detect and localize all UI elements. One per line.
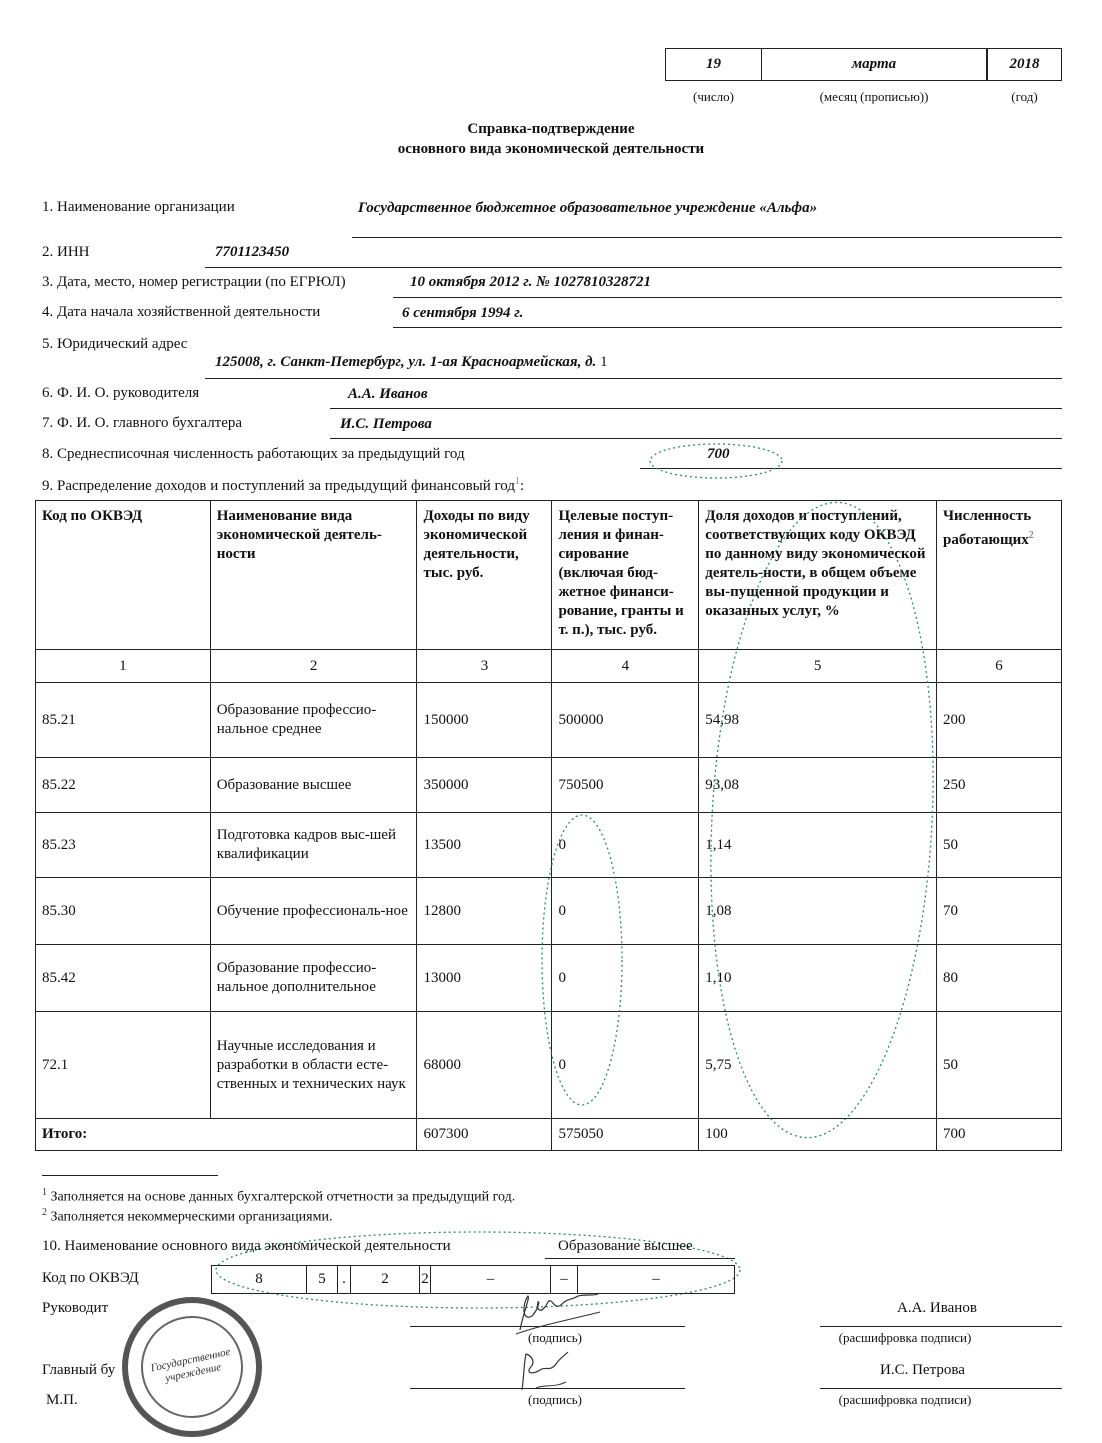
total-staff: 700 xyxy=(937,1119,1062,1151)
footnote-1 xyxy=(42,1187,515,1206)
row-name: Образование профессио-нальное среднее xyxy=(210,683,417,758)
row-target: 0 xyxy=(552,945,699,1012)
header-share: Доля доходов и поступлений, соответствующих коду ОКВЭД по данному виду экономической деятель-ности, в общем объеме вы-пущенной продукции и оказанных услуг, % xyxy=(699,501,937,650)
total-target: 575050 xyxy=(552,1119,699,1151)
row-staff: 200 xyxy=(937,683,1062,758)
okved-code-cell: – xyxy=(550,1265,578,1294)
okved-code-label: Код по ОКВЭД xyxy=(42,1270,139,1286)
row-staff: 250 xyxy=(937,758,1062,813)
row-staff: 50 xyxy=(937,813,1062,878)
head-value: А.А. Иванов xyxy=(348,386,428,402)
accountant-signature-scribble xyxy=(510,1348,580,1396)
date-day: 19 xyxy=(706,56,721,72)
row-target: 0 xyxy=(552,1012,699,1119)
header-income: Доходы по виду экономической деятельности, тыс. руб. xyxy=(417,501,552,650)
reg-value: 10 октября 2012 г. № 1027810328721 xyxy=(410,274,652,290)
staff-value: 700 xyxy=(707,446,730,462)
sign-acc-decode-caption: (расшифровка подписи) xyxy=(838,1392,972,1407)
target-highlight-ellipse xyxy=(542,815,622,1105)
staff-highlight-ellipse xyxy=(650,444,782,478)
distribution-footnote-mark: 1 xyxy=(515,476,521,487)
row-income: 68000 xyxy=(417,1012,552,1119)
address-number: 1 xyxy=(600,354,608,370)
sign-head-decode-caption: (расшифровка подписи) xyxy=(838,1330,972,1345)
row-name: Образование профессио-нальное дополнительное xyxy=(210,945,417,1012)
row-code: 85.30 xyxy=(36,878,211,945)
header-staff-text: Численность работающих xyxy=(943,508,1032,548)
row-share: 54,98 xyxy=(699,683,937,758)
reg-label: 3. Дата, место, номер регистрации (по ЕГРЮЛ) xyxy=(42,274,346,290)
sign-head-label: Руководит xyxy=(42,1300,109,1316)
row-share: 1,14 xyxy=(699,813,937,878)
row-name: Научные исследования и разработки в области есте-ственных и технических наук xyxy=(210,1012,417,1119)
address-value: 125008, г. Санкт-Петербург, ул. 1-ая Красноармейская, д. xyxy=(215,354,597,370)
date-month: марта xyxy=(851,56,897,72)
okved-code-cell: – xyxy=(577,1265,735,1294)
title-line-2: основного вида экономической деятельности xyxy=(397,141,705,157)
start-label: 4. Дата начала хозяйственной деятельности xyxy=(42,304,321,320)
col-number: 3 xyxy=(417,650,552,683)
row-share: 5,75 xyxy=(699,1012,937,1119)
distribution-label: 9. Распределение доходов и поступлений за предыдущий финансовый год xyxy=(42,478,516,494)
row-code: 85.22 xyxy=(36,758,211,813)
total-income: 607300 xyxy=(417,1119,552,1151)
date-year-caption: (год) xyxy=(1011,89,1038,104)
row-code: 85.23 xyxy=(36,813,211,878)
row-name: Образование высшее xyxy=(210,758,417,813)
distribution-colon: : xyxy=(520,478,525,494)
stamp-text: Государственное учреждение xyxy=(132,1307,253,1428)
sign-head-name: А.А. Иванов xyxy=(897,1300,977,1316)
start-value: 6 сентября 1994 г. xyxy=(402,305,524,321)
head-signature-scribble xyxy=(508,1290,608,1338)
row-target: 0 xyxy=(552,813,699,878)
address-label: 5. Юридический адрес xyxy=(42,336,188,352)
footnote-2 xyxy=(42,1207,332,1226)
footnote-2-mark: 2 xyxy=(42,1207,47,1218)
row-income: 150000 xyxy=(417,683,552,758)
okved-code-cell: 2 xyxy=(350,1265,420,1294)
row-staff: 50 xyxy=(937,1012,1062,1119)
sign-acc-name: И.С. Петрова xyxy=(880,1362,965,1378)
row-target: 500000 xyxy=(552,683,699,758)
main-activity-value: Образование высшее xyxy=(558,1238,693,1254)
header-target: Целевые поступ-ления и финан-сирование (включая бюд-жетное финанси-рование, гранты и т. п.), тыс. руб. xyxy=(552,501,699,650)
okved-code-cell: 2 xyxy=(419,1265,431,1294)
row-share: 93,08 xyxy=(699,758,937,813)
main-activity-underline xyxy=(545,1258,735,1259)
row-share: 1,08 xyxy=(699,878,937,945)
org-value: Государственное бюджетное образовательное учреждение «Альфа» xyxy=(358,200,818,216)
sign-acc-caption: (подпись) xyxy=(528,1392,582,1407)
okved-code-cell: 8 xyxy=(211,1265,307,1294)
total-label: Итого: xyxy=(36,1119,417,1151)
row-income: 13000 xyxy=(417,945,552,1012)
col-number: 4 xyxy=(552,650,699,683)
footnote-separator xyxy=(42,1175,218,1176)
okved-code-cell: – xyxy=(430,1265,551,1294)
row-name: Подготовка кадров выс-шей квалификации xyxy=(210,813,417,878)
col-number: 1 xyxy=(36,650,211,683)
row-target: 0 xyxy=(552,878,699,945)
okved-code-cell: . xyxy=(337,1265,351,1294)
col-number: 2 xyxy=(210,650,417,683)
accountant-label: 7. Ф. И. О. главного бухгалтера xyxy=(42,415,243,431)
row-staff: 70 xyxy=(937,878,1062,945)
footnote-1-text: Заполняется на основе данных бухгалтерской отчетности за предыдущий год. xyxy=(50,1189,516,1205)
head-label: 6. Ф. И. О. руководителя xyxy=(42,385,200,401)
okved-code-cell: 5 xyxy=(306,1265,338,1294)
main-activity-label: 10. Наименование основного вида экономической деятельности xyxy=(42,1238,451,1254)
share-highlight-ellipse xyxy=(696,497,949,1144)
accountant-value: И.С. Петрова xyxy=(340,416,432,432)
col-number: 5 xyxy=(699,650,937,683)
row-income: 350000 xyxy=(417,758,552,813)
row-name: Обучение профессиональ-ное xyxy=(210,878,417,945)
inn-label: 2. ИНН xyxy=(42,244,90,260)
sign-acc-label: Главный бу xyxy=(42,1362,116,1378)
sign-head-caption: (подпись) xyxy=(528,1330,582,1345)
row-income: 12800 xyxy=(417,878,552,945)
total-share: 100 xyxy=(699,1119,937,1151)
col-number: 6 xyxy=(937,650,1062,683)
inn-value: 7701123450 xyxy=(215,244,290,260)
footnote-2-text: Заполняется некоммерческими организациями. xyxy=(50,1209,333,1225)
header-okved: Код по ОКВЭД xyxy=(36,501,211,650)
org-label: 1. Наименование организации xyxy=(42,199,235,215)
sign-head-decode-line xyxy=(820,1326,1062,1327)
row-income: 13500 xyxy=(417,813,552,878)
title-line-1: Справка-подтверждение xyxy=(467,121,635,137)
footnote-1-mark: 1 xyxy=(42,1187,47,1198)
header-activity: Наименование вида экономической деятель-ности xyxy=(210,501,417,650)
row-code: 85.21 xyxy=(36,683,211,758)
date-day-caption: (число) xyxy=(693,89,734,104)
sign-acc-decode-line xyxy=(820,1388,1062,1389)
row-target: 750500 xyxy=(552,758,699,813)
row-code: 72.1 xyxy=(36,1012,211,1119)
row-share: 1,10 xyxy=(699,945,937,1012)
date-month-caption: (месяц (прописью)) xyxy=(819,89,929,104)
date-year: 2018 xyxy=(1009,56,1040,72)
header-staff-footnote-mark: 2 xyxy=(1028,530,1034,541)
row-staff: 80 xyxy=(937,945,1062,1012)
staff-label: 8. Среднесписочная численность работающих за предыдущий год xyxy=(42,446,465,462)
stamp-place-label: М.П. xyxy=(46,1392,78,1408)
org-stamp xyxy=(122,1297,262,1437)
row-code: 85.42 xyxy=(36,945,211,1012)
